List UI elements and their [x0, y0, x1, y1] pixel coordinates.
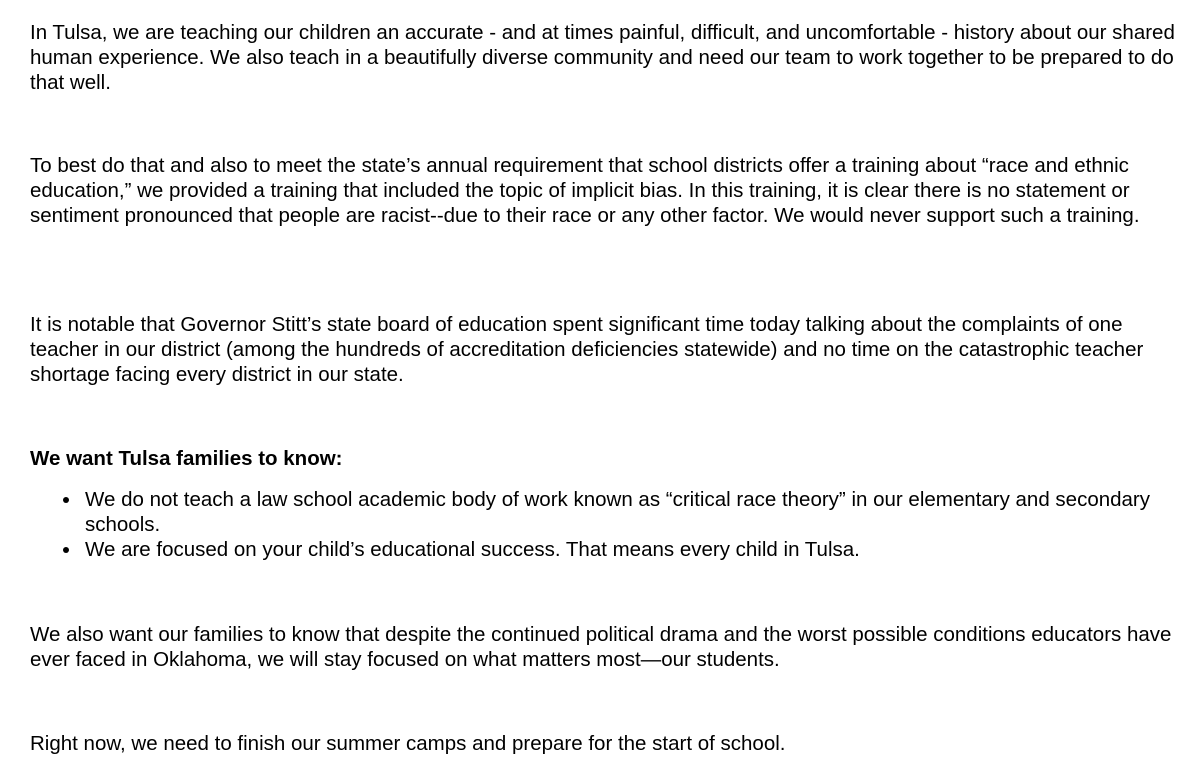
bullet-list [30, 487, 1190, 562]
paragraph-training: To best do that and also to meet the state’s annual requirement that school districts offer a training about “race and ethnic education,” we provided a training that included the topic of implicit bias. In this training, it is clear there is no statement or sentiment pronounced that people are racist--due to their race or any other factor. We would never support such a training. [30, 154, 1140, 227]
bullet-item [30, 537, 1190, 562]
paragraph-closing: Right now, we need to finish our summer camps and prepare for the start of school. [30, 732, 786, 755]
paragraph-families: We also want our families to know that despite the continued political drama and the worst possible conditions educators have ever faced in Oklahoma, we will stay focused on what matters most—our students. [30, 623, 1172, 671]
bullet-item [30, 487, 1190, 537]
bullet-icon [63, 497, 69, 503]
paragraph-state-board: It is notable that Governor Stitt’s state board of education spent significant time today talking about the complaints of one teacher in our district (among the hundreds of accreditation deficiencies statewide) and no time on the catastrophic teacher shortage facing every district in our state. [30, 313, 1144, 386]
bullet-text: We are focused on your child’s educational success. That means every child in Tulsa. [85, 538, 860, 561]
bullet-text: We do not teach a law school academic body of work known as “critical race theory” in our elementary and secondary schools. [85, 488, 1151, 536]
bullet-icon [63, 547, 69, 553]
families-heading: We want Tulsa families to know: [30, 447, 343, 470]
paragraph-intro: In Tulsa, we are teaching our children an accurate - and at times painful, difficult, and uncomfortable - history about our shared human experience. We also teach in a beautifully diverse community and need our team to work together to be prepared to do that well. [30, 21, 1175, 94]
